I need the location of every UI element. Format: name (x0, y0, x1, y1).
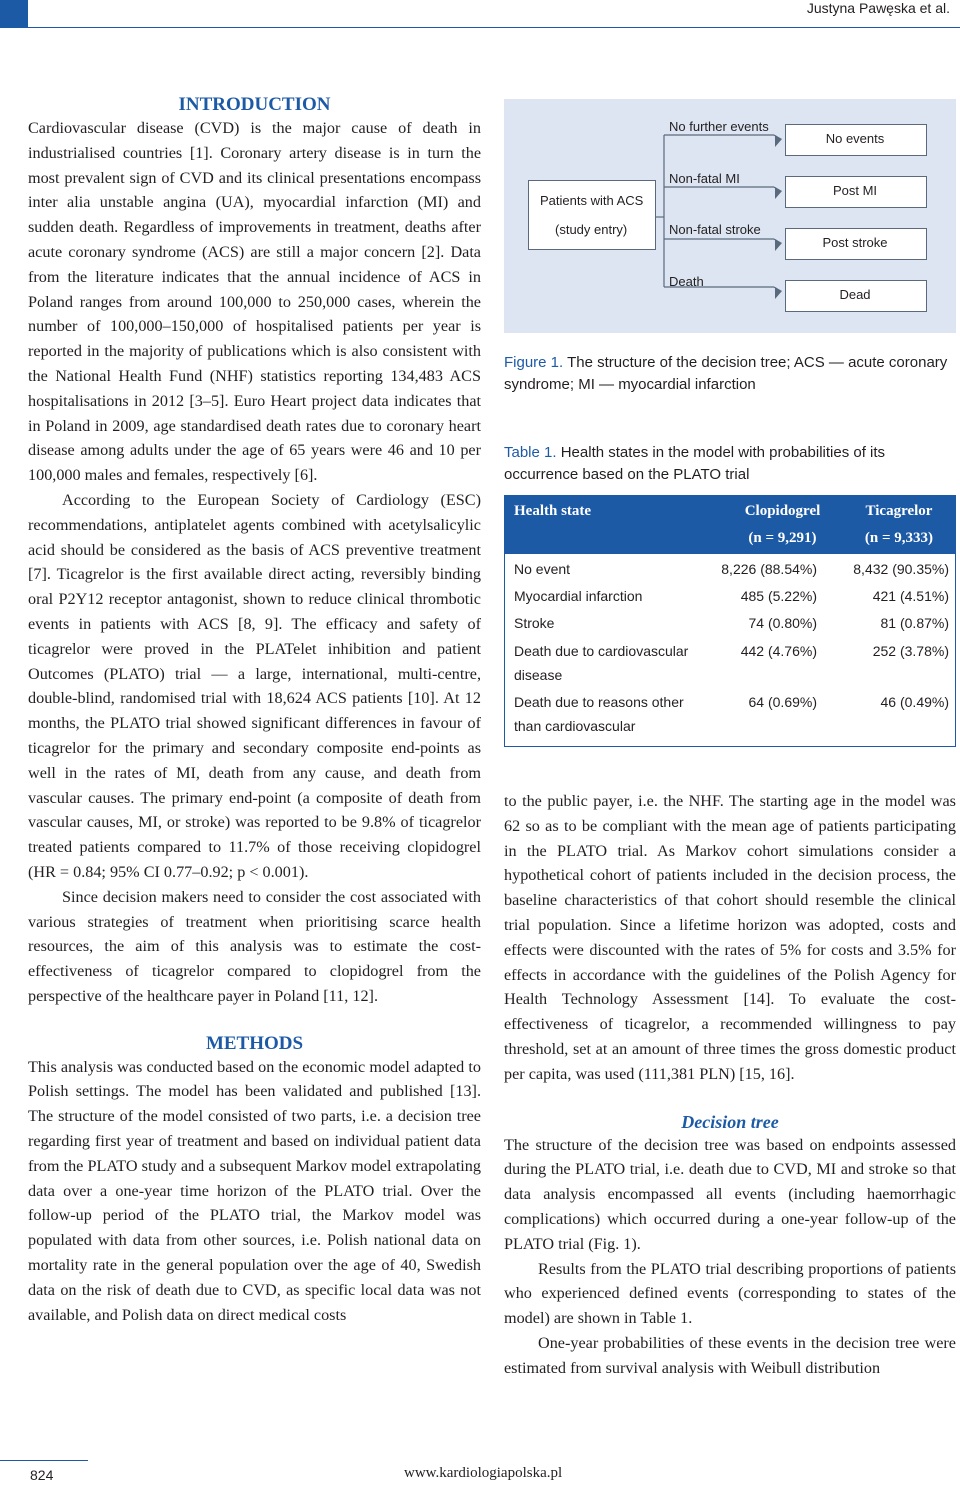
methods-paragraph-1: This analysis was conducted based on the economic model adapted to Polish settings. The model has been validated and published [13]. The structure of the model consisted of two parts, i.e. a decision tree regarding first year of treatment and based on individual patient data from the PLATO study and a subsequent Markov model extrapolating data over a one-year time horizon of the PLATO trial. Over the follow-up period of the PLATO trial, the Markov model was populated with data from other sources, i.e. Polish national data on mortality rate in the general population over the age of 40, Swedish data on the risk of death due to CVD, as specific local data was not available, and Polish data on direct medical costs (28, 1057, 481, 1324)
footer-website: www.kardiologiapolska.pl (404, 1465, 563, 1481)
row-clopidogrel: 74 (0.80%) (748, 615, 817, 631)
figure-caption-label: Figure 1. (504, 354, 564, 371)
running-header-author: Justyna Pawęska et al. (806, 0, 950, 16)
row-ticagrelor: 8,432 (90.35%) (853, 561, 949, 577)
root-label-line1: Patients with ACS (540, 193, 644, 208)
methods-heading: METHODS (205, 1032, 304, 1054)
row-ticagrelor: 81 (0.87%) (880, 615, 949, 631)
right-paragraph-2: The structure of the decision tree was based on endpoints assessed during the PLATO trial, i.e. death due to CVD, MI and stroke so that data analysis encompassed all events (including haemorrhagic complications) which occurred during a one-year follow-up of the PLATO trial (Fig. 1). (504, 1135, 956, 1253)
root-label-line2: (study entry) (555, 222, 628, 237)
decision-tree-heading: Decision tree (681, 1111, 779, 1132)
row-clopidogrel: 442 (4.76%) (740, 643, 817, 659)
footer-rule (0, 1460, 88, 1461)
header-rule (28, 27, 960, 28)
header-health-state: Health state (514, 503, 592, 519)
outcome-label-dead: Dead (839, 287, 871, 302)
arrow-head-3 (775, 239, 782, 251)
row-clopidogrel: 64 (0.69%) (748, 694, 817, 710)
arrow-head-1 (775, 135, 782, 147)
header-ticagrelor: Ticagrelor (865, 503, 933, 519)
intro-paragraph-1: Cardiovascular disease (CVD) is the major cause of death in industrialised countries [1]. Coronary artery disease is in turn the most prevalent sign of CVD and its clinical presentations encompass inter alia unstable angina (UA), myocardial infarction (MI) and sudden death. Regardless of improvements in treatment, deaths after acute coronary syndrome (ACS) are still a major concern [2]. Data from the literature indicates that the annual incidence of ACS in Poland ranges from around 100,000 to 250,000 cases, wherein the number of 100,000–150,000 of hospitalised patients per year is reported in the majority of publications which is also consistent with the National Health Fund (NHF) statistics reporting 134,483 ACS hospitalisations in 2012 [3–5]. Euro Heart project data indicates that in Poland in 2009, age standardised death rates due to coronary heart disease among adults under the age of 65 years were 46 and 10 per 100,000 males and females, respectively [6]. (28, 119, 481, 485)
row-ticagrelor: 252 (3.78%) (872, 643, 949, 659)
arrow-head-2 (775, 187, 782, 199)
row-state: No event (514, 561, 571, 577)
row-clopidogrel: 8,226 (88.54%) (721, 561, 817, 577)
header-accent-square (0, 0, 28, 28)
branch-label-non-fatal-stroke: Non-fatal stroke (669, 222, 761, 237)
health-states-table (504, 495, 956, 747)
page-number: 824 (30, 1467, 54, 1483)
figure-caption (504, 352, 956, 396)
header-ticagrelor-n: (n = 9,333) (864, 530, 934, 546)
row-state: Death due to cardiovascular disease (514, 643, 689, 683)
arrow-head-4 (775, 287, 782, 299)
right-column (504, 789, 956, 1381)
row-state: Stroke (514, 615, 555, 631)
header-clopidogrel-n: (n = 9,291) (748, 530, 817, 546)
left-column (28, 94, 481, 1327)
table-caption-text: Health states in the model with probabilities of its occurrence based on the PLATO trial (504, 444, 886, 483)
table-header (505, 496, 955, 554)
branch-label-non-fatal-mi: Non-fatal MI (669, 171, 740, 186)
table-caption-label: Table 1. (504, 444, 557, 461)
root-node (528, 180, 656, 250)
right-paragraph-1: to the public payer, i.e. the NHF. The starting age in the model was 62 so as to be compliant with the mean age of patients participating in the PLATO trial. As Markov cohort simulations consider a hypothetical cohort of patients included in the decision process, the baseline characteristics of that cohort should resemble the clinical trial population. Since a lifetime horizon was adopted, costs and effects were discounted with the rates of 5% for costs and 3.5% for effects in accordance with the guidelines of the Polish Agency for Health Technology Assessment [14]. To evaluate the cost-effectiveness of ticagrelor, a recommended willingness to pay threshold, set at an amount of three times the gross domestic product per capita, was used (111,381 PLN) [15, 16]. (504, 792, 956, 1083)
row-state: Myocardial infarction (514, 588, 643, 604)
right-paragraph-3: Results from the PLATO trial describing proportions of patients who experienced defined events (corresponding to states of the model) are shown in Table 1. (504, 1259, 956, 1328)
row-state: Death due to reasons other than cardiovascular (514, 694, 684, 734)
introduction-heading: INTRODUCTION (178, 94, 331, 115)
right-paragraph-4: One-year probabilities of these events in the decision tree were estimated from survival analysis with Weibull distribution (504, 1333, 956, 1377)
header-clopidogrel: Clopidogrel (744, 503, 821, 519)
outcome-label-post-stroke: Post stroke (822, 235, 888, 250)
row-clopidogrel: 485 (5.22%) (740, 588, 817, 604)
branch-label-death: Death (669, 274, 704, 289)
figure-caption-text: The structure of the decision tree; ACS — acute coronary syndrome; MI — myocardial infarction (504, 354, 948, 393)
outcome-label-post-mi: Post MI (832, 183, 878, 198)
table-caption (504, 442, 956, 486)
intro-paragraph-2: According to the European Society of Cardiology (ESC) recommendations, antiplatelet agents combined with acetylsalicylic acid should be considered as the basis of ACS preventive treatment [7]. Ticagrelor is the first available direct acting, reversibly binding oral P2Y12 receptor antagonist, shown to reduce clinical thrombotic events in patients with ACS [8, 9]. The efficacy and safety of ticagrelor were proved in the PLATelet inhibition and patient Outcomes (PLATO) trial — a large, international, multi-centre, double-blind, randomised trial with 18,624 ACS patients [10]. At 12 months, the PLATO trial showed significant differences in favour of ticagrelor for the primary and secondary composite end-points as well in the rates of MI, death from any cause, and death from vascular causes. The primary end-point (a composite of death from vascular causes, MI, or stroke) was reported to be 9.8% of ticagrelor treated patients compared to 11.7% of those receiving clopidogrel (HR = 0.84; 95% CI 0.77–0.92; p < 0.001). (28, 490, 481, 881)
row-ticagrelor: 46 (0.49%) (880, 694, 949, 710)
outcome-label-no-events: No events (825, 131, 885, 146)
intro-paragraph-3: Since decision makers need to consider the cost associated with various strategies of treatment when prioritising scarce health resources, the aim of this analysis was to estimate the cost-effectiveness of ticagrelor compared to clopidogrel from the perspective of the healthcare payer in Poland [11, 12]. (28, 887, 481, 1005)
row-ticagrelor: 421 (4.51%) (872, 588, 949, 604)
branch-label-no-further-events: No further events (669, 119, 769, 134)
